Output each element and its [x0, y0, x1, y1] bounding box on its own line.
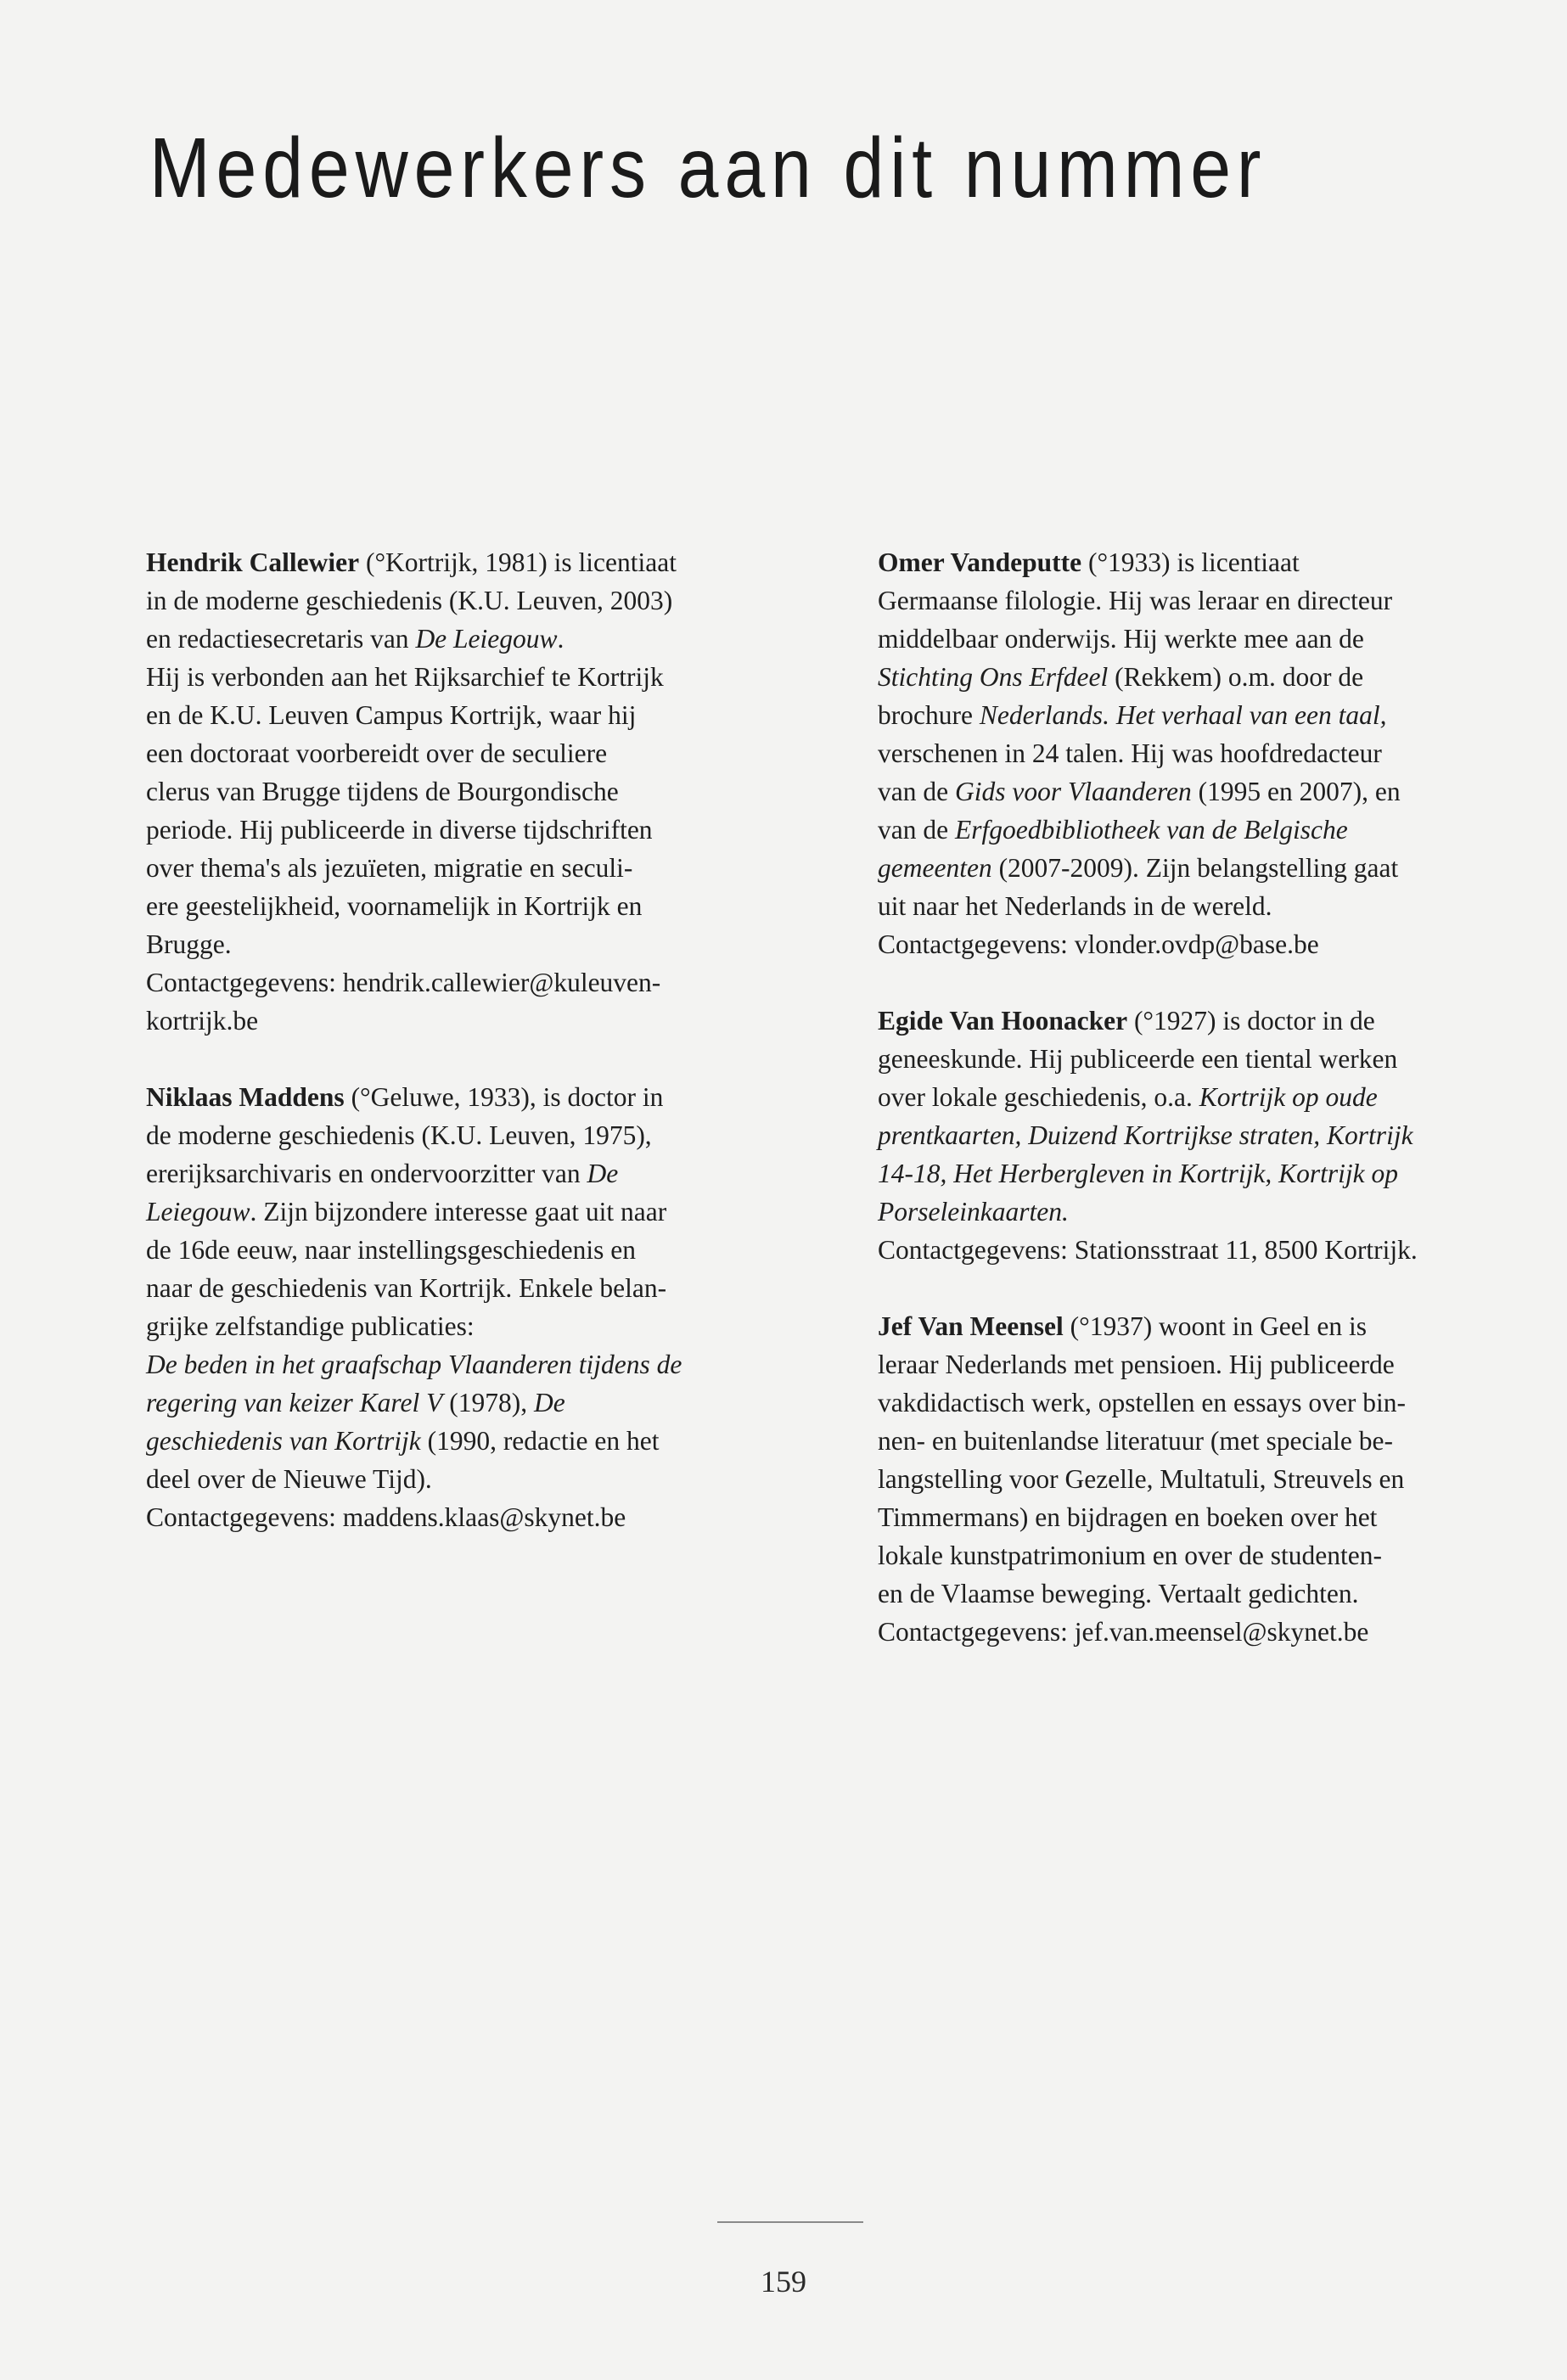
text-segment: .	[557, 624, 564, 654]
contributor-name: Omer Vandeputte	[878, 547, 1082, 577]
text-line	[878, 811, 1506, 849]
italic-title: De Leiegouw	[415, 624, 558, 654]
page-title: Medewerkers aan dit nummer	[149, 121, 1267, 216]
text-line	[146, 1002, 774, 1040]
text-line	[878, 1384, 1506, 1422]
right-column	[878, 543, 1506, 1689]
text-segment: (°1933) is licentiaat	[1081, 547, 1300, 577]
italic-title: Gids voor Vlaanderen	[954, 777, 1192, 806]
text-segment: naar de geschiedenis van Kortrijk. Enkele belan-	[146, 1273, 667, 1303]
contributor-name: Hendrik Callewier	[146, 547, 360, 577]
contributor-entry	[146, 1078, 774, 1536]
text-line	[146, 1460, 774, 1498]
text-segment: (°1927) is doctor in de	[1127, 1006, 1375, 1036]
text-segment: brochure	[878, 700, 980, 730]
text-line	[146, 1231, 774, 1269]
italic-title: geschiedenis van Kortrijk	[146, 1426, 421, 1456]
text-segment: periode. Hij publiceerde in diverse tijdschriften	[146, 815, 653, 845]
text-line	[878, 1231, 1506, 1269]
text-line	[878, 925, 1506, 963]
text-segment: (°1937) woont in Geel en is	[1063, 1311, 1368, 1341]
text-segment: (°Geluwe, 1933), is doctor in	[344, 1082, 664, 1112]
left-column	[146, 543, 774, 1575]
text-line	[146, 543, 774, 581]
text-line	[878, 1078, 1506, 1116]
text-segment: Contactgegevens: jef.van.meensel@skynet.be	[878, 1617, 1369, 1647]
text-segment: Contactgegevens: maddens.klaas@skynet.be	[146, 1502, 626, 1532]
text-line	[146, 1193, 774, 1231]
text-segment: clerus van Brugge tijdens de Bourgondische	[146, 777, 619, 806]
contributor-name: Jef Van Meensel	[878, 1311, 1064, 1341]
text-line	[146, 734, 774, 772]
text-line	[146, 696, 774, 734]
text-segment: over lokale geschiedenis, o.a.	[878, 1082, 1199, 1112]
text-line	[146, 1422, 774, 1460]
text-line	[146, 658, 774, 696]
text-segment: Timmermans) en bijdragen en boeken over het	[878, 1502, 1378, 1532]
contributor-entry	[878, 1307, 1506, 1651]
text-segment: (Rekkem) o.m. door de	[1108, 662, 1364, 692]
text-segment: (2007-2009). Zijn belangstelling gaat	[991, 853, 1399, 883]
text-segment: Germaanse filologie. Hij was leraar en directeur	[878, 586, 1393, 615]
text-line	[878, 849, 1506, 887]
text-segment: Hij is verbonden aan het Rijksarchief te Kortrijk	[146, 662, 664, 692]
text-segment: deel over de Nieuwe Tijd).	[146, 1464, 432, 1494]
italic-title: prentkaarten, Duizend Kortrijkse straten, Kortrijk	[878, 1120, 1413, 1150]
text-line	[146, 581, 774, 620]
text-line	[878, 887, 1506, 925]
text-segment: een doctoraat voorbereidt over de seculiere	[146, 738, 608, 768]
text-segment: (1990, redactie en het	[420, 1426, 660, 1456]
text-line	[878, 1002, 1506, 1040]
text-line	[878, 581, 1506, 620]
text-line	[146, 1345, 774, 1384]
text-line	[878, 1345, 1506, 1384]
italic-title: De	[587, 1159, 619, 1188]
text-line	[878, 1575, 1506, 1613]
text-segment: en de K.U. Leuven Campus Kortrijk, waar hij	[146, 700, 637, 730]
text-line	[878, 1613, 1506, 1651]
text-segment: vakdidactisch werk, opstellen en essays over bin-	[878, 1388, 1406, 1417]
text-line	[146, 887, 774, 925]
italic-title: regering van keizer Karel V	[146, 1388, 443, 1417]
text-line	[146, 1384, 774, 1422]
text-line	[878, 1536, 1506, 1575]
text-line	[146, 1269, 774, 1307]
text-segment: grijke zelfstandige publicaties:	[146, 1311, 475, 1341]
text-segment: middelbaar onderwijs. Hij werkte mee aan de	[878, 624, 1364, 654]
text-segment: in de moderne geschiedenis (K.U. Leuven, 2003)	[146, 586, 673, 615]
text-segment: nen- en buitenlandse literatuur (met speciale be-	[878, 1426, 1393, 1456]
text-segment: van de	[878, 815, 955, 845]
contributor-name: Niklaas Maddens	[146, 1082, 345, 1112]
text-segment: kortrijk.be	[146, 1006, 259, 1036]
italic-title: Leiegouw	[146, 1197, 250, 1226]
text-segment: ererijksarchivaris en ondervoorzitter van	[146, 1159, 587, 1188]
text-segment: (1995 en 2007), en	[1191, 777, 1401, 806]
text-segment: lokale kunstpatrimonium en over de studenten-	[878, 1541, 1382, 1570]
italic-title: Stichting Ons Erfdeel	[878, 662, 1109, 692]
text-line	[146, 620, 774, 658]
text-line	[878, 1498, 1506, 1536]
contributor-entry	[878, 1002, 1506, 1269]
text-segment: van de	[878, 777, 955, 806]
text-line	[878, 543, 1506, 581]
italic-title: Kortrijk op oude	[1199, 1082, 1378, 1112]
text-line	[146, 925, 774, 963]
text-segment: (°Kortrijk, 1981) is licentiaat	[359, 547, 677, 577]
text-segment: en redactiesecretaris van	[146, 624, 416, 654]
text-segment: leraar Nederlands met pensioen. Hij publiceerde	[878, 1350, 1395, 1379]
page-number: 159	[761, 2265, 806, 2299]
text-segment: de moderne geschiedenis (K.U. Leuven, 1975),	[146, 1120, 652, 1150]
text-line	[878, 1422, 1506, 1460]
text-line	[146, 849, 774, 887]
text-line	[146, 811, 774, 849]
text-line	[878, 1193, 1506, 1231]
italic-title: Erfgoedbibliotheek van de Belgische	[954, 815, 1348, 845]
text-line	[146, 1307, 774, 1345]
text-line	[878, 1154, 1506, 1193]
footer-rule	[717, 2221, 863, 2223]
italic-title: Nederlands. Het verhaal van een taal,	[979, 700, 1387, 730]
text-segment: langstelling voor Gezelle, Multatuli, Streuvels en	[878, 1464, 1405, 1494]
italic-title: De	[533, 1388, 565, 1417]
text-line	[878, 772, 1506, 811]
text-line	[878, 620, 1506, 658]
text-segment: over thema's als jezuïeten, migratie en seculi-	[146, 853, 633, 883]
text-segment: Contactgegevens: Stationsstraat 11, 8500 Kortrijk.	[878, 1235, 1418, 1265]
text-line	[878, 734, 1506, 772]
text-line	[146, 1498, 774, 1536]
text-segment: de 16de eeuw, naar instellingsgeschiedenis en	[146, 1235, 637, 1265]
text-line	[878, 696, 1506, 734]
contributor-entry	[146, 543, 774, 1040]
text-segment: . Zijn bijzondere interesse gaat uit naar	[250, 1197, 667, 1226]
italic-title: 14-18, Het Herbergleven in Kortrijk, Kortrijk op	[878, 1159, 1399, 1188]
contributor-name: Egide Van Hoonacker	[878, 1006, 1128, 1036]
text-segment: uit naar het Nederlands in de wereld.	[878, 891, 1272, 921]
text-segment: en de Vlaamse beweging. Vertaalt gedichten.	[878, 1579, 1359, 1608]
text-segment: ere geestelijkheid, voornamelijk in Kortrijk en	[146, 891, 643, 921]
text-segment: (1978),	[442, 1388, 534, 1417]
text-line	[146, 963, 774, 1002]
text-line	[878, 1040, 1506, 1078]
text-segment: Brugge.	[146, 929, 232, 959]
text-line	[146, 1078, 774, 1116]
text-line	[146, 1154, 774, 1193]
text-line	[878, 1116, 1506, 1154]
text-line	[146, 1116, 774, 1154]
text-line	[146, 772, 774, 811]
text-segment: Contactgegevens: vlonder.ovdp@base.be	[878, 929, 1319, 959]
italic-title: De beden in het graafschap Vlaanderen tijdens de	[146, 1350, 682, 1379]
text-segment: verschenen in 24 talen. Hij was hoofdredacteur	[878, 738, 1382, 768]
text-line	[878, 1307, 1506, 1345]
text-line	[878, 1460, 1506, 1498]
text-segment: geneeskunde. Hij publiceerde een tiental werken	[878, 1044, 1398, 1074]
text-segment: Contactgegevens: hendrik.callewier@kuleuven-	[146, 968, 661, 997]
italic-title: Porseleinkaarten.	[878, 1197, 1069, 1226]
italic-title: gemeenten	[878, 853, 992, 883]
text-line	[878, 658, 1506, 696]
contributor-entry	[878, 543, 1506, 963]
